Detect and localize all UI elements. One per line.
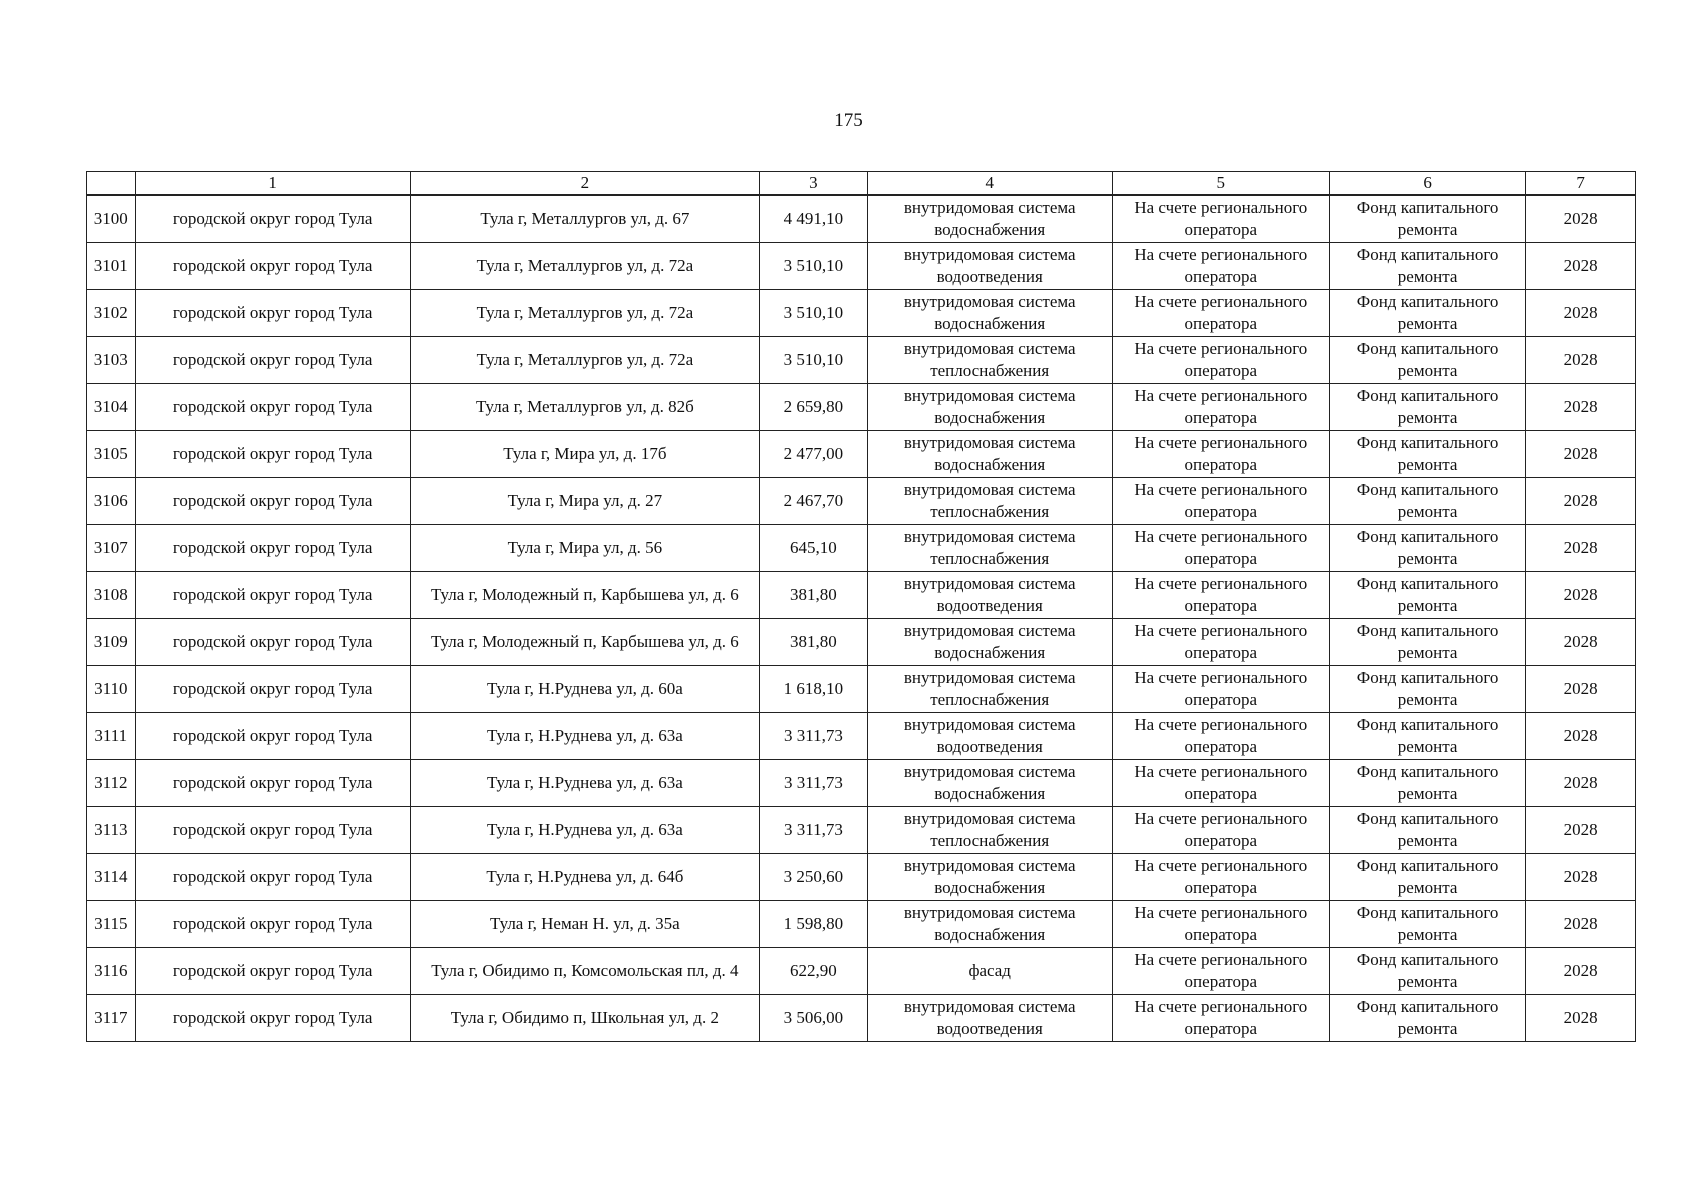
funding-source-cell: Фонд капитального ремонта xyxy=(1329,619,1525,666)
area-cell: 3 250,60 xyxy=(760,854,868,901)
table-row xyxy=(87,619,1636,666)
row-number: 3110 xyxy=(87,666,136,713)
area-cell: 3 311,73 xyxy=(760,807,868,854)
address-cell: Тула г, Н.Руднева ул, д. 63а xyxy=(410,760,760,807)
funding-source-cell: Фонд капитального ремонта xyxy=(1329,195,1525,243)
municipality-cell: городской округ город Тула xyxy=(135,337,410,384)
funding-source-cell: Фонд капитального ремонта xyxy=(1329,948,1525,995)
year-cell: 2028 xyxy=(1526,666,1636,713)
municipality-cell: городской округ город Тула xyxy=(135,572,410,619)
funding-source-cell: Фонд капитального ремонта xyxy=(1329,713,1525,760)
area-cell: 4 491,10 xyxy=(760,195,868,243)
area-cell: 3 311,73 xyxy=(760,760,868,807)
municipality-cell: городской округ город Тула xyxy=(135,854,410,901)
year-cell: 2028 xyxy=(1526,195,1636,243)
funding-source-cell: Фонд капитального ремонта xyxy=(1329,901,1525,948)
fund-account-cell: На счете регионального оператора xyxy=(1112,431,1329,478)
page-number: 175 xyxy=(834,110,863,131)
year-cell: 2028 xyxy=(1526,995,1636,1042)
register-table xyxy=(86,171,1636,1042)
work-type-cell: внутридомовая система водоснабжения xyxy=(867,290,1112,337)
year-cell: 2028 xyxy=(1526,243,1636,290)
table-row xyxy=(87,760,1636,807)
fund-account-cell: На счете регионального оператора xyxy=(1112,384,1329,431)
municipality-cell: городской округ город Тула xyxy=(135,760,410,807)
header-cell: 2 xyxy=(410,172,760,196)
area-cell: 3 510,10 xyxy=(760,337,868,384)
address-cell: Тула г, Н.Руднева ул, д. 60а xyxy=(410,666,760,713)
work-type-cell: фасад xyxy=(867,948,1112,995)
fund-account-cell: На счете регионального оператора xyxy=(1112,948,1329,995)
year-cell: 2028 xyxy=(1526,901,1636,948)
year-cell: 2028 xyxy=(1526,854,1636,901)
row-number: 3108 xyxy=(87,572,136,619)
fund-account-cell: На счете регионального оператора xyxy=(1112,807,1329,854)
table-row xyxy=(87,854,1636,901)
fund-account-cell: На счете регионального оператора xyxy=(1112,290,1329,337)
row-number: 3103 xyxy=(87,337,136,384)
area-cell: 2 477,00 xyxy=(760,431,868,478)
header-cell: 4 xyxy=(867,172,1112,196)
area-cell: 622,90 xyxy=(760,948,868,995)
area-cell: 381,80 xyxy=(760,619,868,666)
fund-account-cell: На счете регионального оператора xyxy=(1112,619,1329,666)
address-cell: Тула г, Н.Руднева ул, д. 64б xyxy=(410,854,760,901)
municipality-cell: городской округ город Тула xyxy=(135,195,410,243)
fund-account-cell: На счете регионального оператора xyxy=(1112,243,1329,290)
row-number: 3113 xyxy=(87,807,136,854)
fund-account-cell: На счете регионального оператора xyxy=(1112,901,1329,948)
funding-source-cell: Фонд капитального ремонта xyxy=(1329,431,1525,478)
address-cell: Тула г, Мира ул, д. 27 xyxy=(410,478,760,525)
row-number: 3114 xyxy=(87,854,136,901)
year-cell: 2028 xyxy=(1526,525,1636,572)
year-cell: 2028 xyxy=(1526,384,1636,431)
table-row xyxy=(87,337,1636,384)
fund-account-cell: На счете регионального оператора xyxy=(1112,666,1329,713)
year-cell: 2028 xyxy=(1526,713,1636,760)
address-cell: Тула г, Неман Н. ул, д. 35а xyxy=(410,901,760,948)
row-number: 3106 xyxy=(87,478,136,525)
address-cell: Тула г, Обидимо п, Комсомольская пл, д. 4 xyxy=(410,948,760,995)
row-number: 3104 xyxy=(87,384,136,431)
work-type-cell: внутридомовая система теплоснабжения xyxy=(867,478,1112,525)
work-type-cell: внутридомовая система теплоснабжения xyxy=(867,666,1112,713)
year-cell: 2028 xyxy=(1526,760,1636,807)
year-cell: 2028 xyxy=(1526,619,1636,666)
funding-source-cell: Фонд капитального ремонта xyxy=(1329,290,1525,337)
funding-source-cell: Фонд капитального ремонта xyxy=(1329,384,1525,431)
row-number: 3102 xyxy=(87,290,136,337)
funding-source-cell: Фонд капитального ремонта xyxy=(1329,807,1525,854)
table-row xyxy=(87,478,1636,525)
area-cell: 381,80 xyxy=(760,572,868,619)
year-cell: 2028 xyxy=(1526,572,1636,619)
municipality-cell: городской округ город Тула xyxy=(135,290,410,337)
row-number: 3105 xyxy=(87,431,136,478)
work-type-cell: внутридомовая система водоотведения xyxy=(867,572,1112,619)
table-row xyxy=(87,713,1636,760)
table-row xyxy=(87,290,1636,337)
row-number: 3117 xyxy=(87,995,136,1042)
funding-source-cell: Фонд капитального ремонта xyxy=(1329,337,1525,384)
table-row xyxy=(87,572,1636,619)
area-cell: 3 510,10 xyxy=(760,290,868,337)
work-type-cell: внутридомовая система теплоснабжения xyxy=(867,525,1112,572)
address-cell: Тула г, Молодежный п, Карбышева ул, д. 6 xyxy=(410,619,760,666)
work-type-cell: внутридомовая система водоснабжения xyxy=(867,619,1112,666)
table-row xyxy=(87,948,1636,995)
municipality-cell: городской округ город Тула xyxy=(135,666,410,713)
funding-source-cell: Фонд капитального ремонта xyxy=(1329,243,1525,290)
address-cell: Тула г, Мира ул, д. 17б xyxy=(410,431,760,478)
table-body xyxy=(87,195,1636,1042)
fund-account-cell: На счете регионального оператора xyxy=(1112,713,1329,760)
address-cell: Тула г, Металлургов ул, д. 82б xyxy=(410,384,760,431)
address-cell: Тула г, Молодежный п, Карбышева ул, д. 6 xyxy=(410,572,760,619)
municipality-cell: городской округ город Тула xyxy=(135,478,410,525)
row-number: 3115 xyxy=(87,901,136,948)
header-row xyxy=(87,172,1636,196)
row-number: 3111 xyxy=(87,713,136,760)
work-type-cell: внутридомовая система водоотведения xyxy=(867,243,1112,290)
table-row xyxy=(87,195,1636,243)
year-cell: 2028 xyxy=(1526,807,1636,854)
row-number: 3116 xyxy=(87,948,136,995)
area-cell: 2 467,70 xyxy=(760,478,868,525)
address-cell: Тула г, Н.Руднева ул, д. 63а xyxy=(410,807,760,854)
work-type-cell: внутридомовая система водоснабжения xyxy=(867,854,1112,901)
fund-account-cell: На счете регионального оператора xyxy=(1112,195,1329,243)
table-row xyxy=(87,243,1636,290)
header-cell xyxy=(87,172,136,196)
work-type-cell: внутридомовая система теплоснабжения xyxy=(867,807,1112,854)
area-cell: 1 598,80 xyxy=(760,901,868,948)
municipality-cell: городской округ город Тула xyxy=(135,619,410,666)
municipality-cell: городской округ город Тула xyxy=(135,807,410,854)
area-cell: 3 311,73 xyxy=(760,713,868,760)
fund-account-cell: На счете регионального оператора xyxy=(1112,572,1329,619)
area-cell: 3 510,10 xyxy=(760,243,868,290)
work-type-cell: внутридомовая система водоснабжения xyxy=(867,431,1112,478)
funding-source-cell: Фонд капитального ремонта xyxy=(1329,995,1525,1042)
municipality-cell: городской округ город Тула xyxy=(135,901,410,948)
table-row xyxy=(87,666,1636,713)
address-cell: Тула г, Мира ул, д. 56 xyxy=(410,525,760,572)
year-cell: 2028 xyxy=(1526,431,1636,478)
area-cell: 2 659,80 xyxy=(760,384,868,431)
work-type-cell: внутридомовая система водоснабжения xyxy=(867,760,1112,807)
row-number: 3107 xyxy=(87,525,136,572)
fund-account-cell: На счете регионального оператора xyxy=(1112,760,1329,807)
funding-source-cell: Фонд капитального ремонта xyxy=(1329,478,1525,525)
fund-account-cell: На счете регионального оператора xyxy=(1112,854,1329,901)
work-type-cell: внутридомовая система теплоснабжения xyxy=(867,337,1112,384)
municipality-cell: городской округ город Тула xyxy=(135,431,410,478)
row-number: 3100 xyxy=(87,195,136,243)
municipality-cell: городской округ город Тула xyxy=(135,525,410,572)
municipality-cell: городской округ город Тула xyxy=(135,243,410,290)
address-cell: Тула г, Обидимо п, Школьная ул, д. 2 xyxy=(410,995,760,1042)
work-type-cell: внутридомовая система водоснабжения xyxy=(867,384,1112,431)
table-row xyxy=(87,995,1636,1042)
table-row xyxy=(87,384,1636,431)
header-cell: 6 xyxy=(1329,172,1525,196)
work-type-cell: внутридомовая система водоснабжения xyxy=(867,195,1112,243)
year-cell: 2028 xyxy=(1526,290,1636,337)
header-cell: 5 xyxy=(1112,172,1329,196)
address-cell: Тула г, Н.Руднева ул, д. 63а xyxy=(410,713,760,760)
area-cell: 3 506,00 xyxy=(760,995,868,1042)
address-cell: Тула г, Металлургов ул, д. 72а xyxy=(410,290,760,337)
address-cell: Тула г, Металлургов ул, д. 72а xyxy=(410,243,760,290)
municipality-cell: городской округ город Тула xyxy=(135,713,410,760)
year-cell: 2028 xyxy=(1526,478,1636,525)
funding-source-cell: Фонд капитального ремонта xyxy=(1329,760,1525,807)
row-number: 3109 xyxy=(87,619,136,666)
funding-source-cell: Фонд капитального ремонта xyxy=(1329,854,1525,901)
address-cell: Тула г, Металлургов ул, д. 67 xyxy=(410,195,760,243)
municipality-cell: городской округ город Тула xyxy=(135,948,410,995)
header-cell: 7 xyxy=(1526,172,1636,196)
row-number: 3112 xyxy=(87,760,136,807)
work-type-cell: внутридомовая система водоотведения xyxy=(867,713,1112,760)
fund-account-cell: На счете регионального оператора xyxy=(1112,525,1329,572)
area-cell: 1 618,10 xyxy=(760,666,868,713)
funding-source-cell: Фонд капитального ремонта xyxy=(1329,666,1525,713)
year-cell: 2028 xyxy=(1526,948,1636,995)
work-type-cell: внутридомовая система водоснабжения xyxy=(867,901,1112,948)
table-row xyxy=(87,431,1636,478)
table-row xyxy=(87,807,1636,854)
header-cell: 3 xyxy=(760,172,868,196)
row-number: 3101 xyxy=(87,243,136,290)
table-row xyxy=(87,525,1636,572)
address-cell: Тула г, Металлургов ул, д. 72а xyxy=(410,337,760,384)
municipality-cell: городской округ город Тула xyxy=(135,384,410,431)
fund-account-cell: На счете регионального оператора xyxy=(1112,478,1329,525)
fund-account-cell: На счете регионального оператора xyxy=(1112,337,1329,384)
municipality-cell: городской округ город Тула xyxy=(135,995,410,1042)
area-cell: 645,10 xyxy=(760,525,868,572)
header-cell: 1 xyxy=(135,172,410,196)
funding-source-cell: Фонд капитального ремонта xyxy=(1329,572,1525,619)
year-cell: 2028 xyxy=(1526,337,1636,384)
work-type-cell: внутридомовая система водоотведения xyxy=(867,995,1112,1042)
fund-account-cell: На счете регионального оператора xyxy=(1112,995,1329,1042)
funding-source-cell: Фонд капитального ремонта xyxy=(1329,525,1525,572)
table-row xyxy=(87,901,1636,948)
